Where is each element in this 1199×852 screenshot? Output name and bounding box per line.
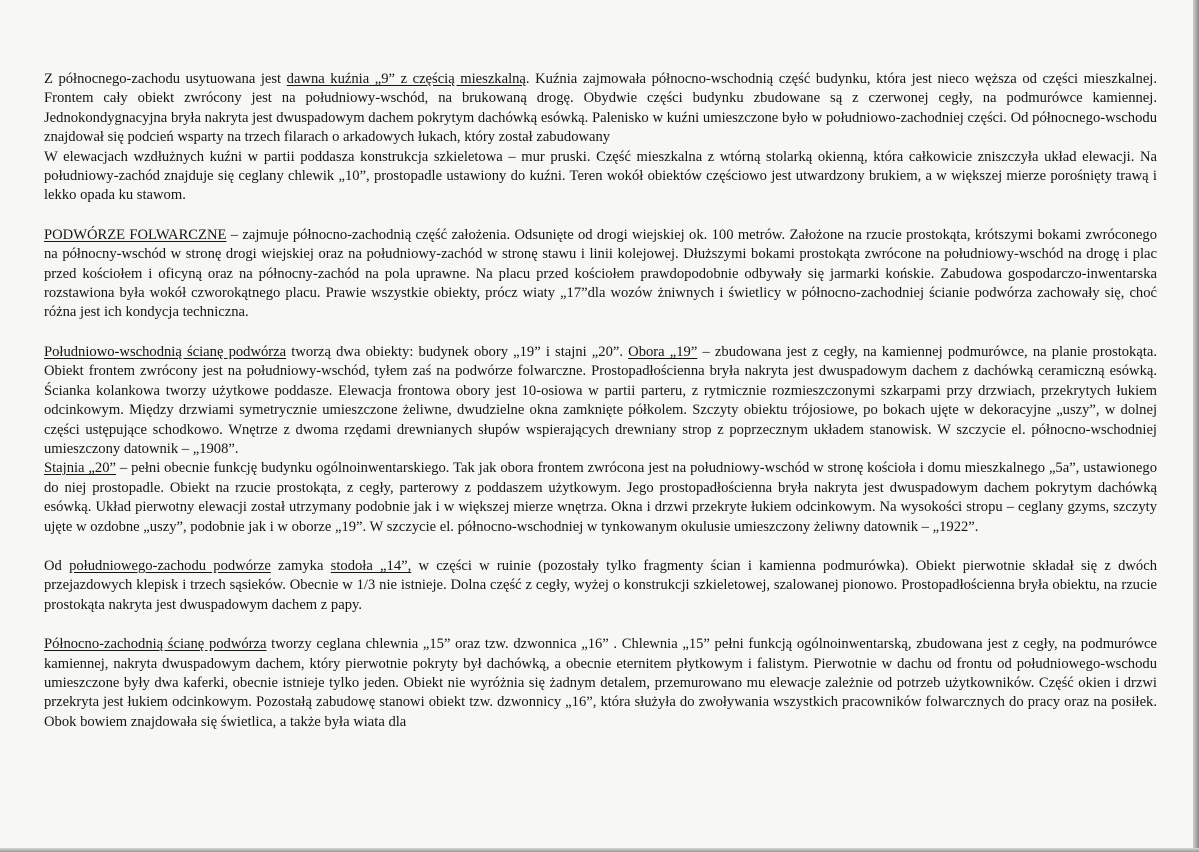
underlined-heading: PODWÓRZE FOLWARCZNE xyxy=(44,226,227,243)
underlined-heading: południowego-zachodu podwórze xyxy=(69,557,271,574)
paragraph-text: Z północnego-zachodu usytuowana jest xyxy=(44,71,287,87)
paragraph-kuznia xyxy=(44,70,1157,148)
paragraph-kuznia-cont xyxy=(44,148,1157,206)
underlined-heading: Obora „19” xyxy=(628,343,698,360)
paragraph-text: tworzą dwa obiekty: budynek obory „19” i stajni „20”. xyxy=(286,343,629,360)
underlined-heading: dawna kuźnia „9” z częścią mieszkalną xyxy=(286,71,526,87)
paragraph-chlewnia xyxy=(44,635,1157,732)
document-page xyxy=(44,70,1157,732)
paragraph-text: – zbudowana jest z cegły, na kamiennej podmurówce, na planie prostokąta. Obiekt frontem zwrócony jest na południowy-wschód, tyłem zaś na podwórze folwarczne. Prostopadłościenna bryła nakryta jest dwuspadowym dachem z dachówką ceramiczną esówką. Ścianka kolankowa tworzy użytkowe poddasze. Elewacja frontowa obory jest 10-osiowa w partii parteru, z rytmicznie rozmieszczonymi szkarpami przy drzwiach, przekrytych łukiem odcinkowym. Między drzwiami symetrycznie umieszczone żeliwne, dwudzielne okna zamknięte półkolem. Szczyty obiektu trójosiowe, po bokach ujęte w dekoracyjne „uszy”, w dolnej części ustępujące schodkowo. Wnętrze z dwoma rzędami drewnianych słupów wspierających drewniany strop z poprzecznym układem stanowisk. W szczycie el. północno-wschodniej umieszczony datownik – „1908”. xyxy=(44,343,1157,457)
paragraph-text: zamyka xyxy=(270,557,331,574)
paragraph-text: – pełni obecnie funkcję budynku ogólnoinwentarskiego. Tak jak obora frontem zwrócona jest na południowy-wschód w stronę kościoła i domu mieszkalnego „5a”, ustawionego do niej prostopadle. Obiekt na rzucie prostokąta, z cegły, parterowy z poddaszem użytkowym. Jego prostopadłościenna bryła nakryta jest dwuspadowym dachem pokrytym dachówką esówką. Układ pierwotny elewacji został utrzymany podobnie jak i w większej mierze wnętrza. Okna i drzwi przekryte łukiem odcinkowym. Na wysokości stropu – ceglany gzyms, szczyty ujęte w ozdobne „uszy”, podobnie jak i w oborze „19”. W szczycie el. północno-wschodniej w tynkowanym okulusie umieszczony żeliwny datownik – „1922”. xyxy=(44,460,1157,535)
scan-page-edge xyxy=(1193,0,1199,852)
paragraph-text: tworzy ceglana chlewnia „15” oraz tzw. dzwonnica „16” . Chlewnia „15” pełni funkcją ogólnoinwentarską, zbudowana jest z cegły, na podmurówce kamiennej, nakryta dwuspadowym dachem, który pierwotnie pokryty był dachówką, a obecnie eternitem płytkowym i falistym. Pierwotnie w dachu od frontu od południowego-wschodu umieszczone były dwa kaferki, obecnie istnieje tylko jeden. Obiekt nie wyróżnia się żadnym detalem, przemurowano mu elewacje zależnie od potrzeb użytkowników. Część okien i drzwi przekryta jest łukiem odcinkowym. Pozostałą zabudowę stanowi obiekt tzw. dzwonnicy „16”, która służyła do zwoływania wszystkich pracowników folwarcznych do pracy oraz na posiłek. Obok bowiem znajdowała się świetlica, a także była wiata dla xyxy=(44,636,1157,730)
paragraph-text: w części w ruinie (pozostały tylko fragmenty ścian i kamienna podmurówka). Obiekt pierwotnie składał się z dwóch przejazdowych klepisk i trzech sąsieków. Obecnie w 1/3 nie istnieje. Dolna część z cegły, wyżej o konstrukcji szkieletowej, szalowanej pionowo. Prostopadłościenna bryła obiektu, na rzucie prostokąta nakryta jest dwuspadowym dachem z papy. xyxy=(44,557,1157,613)
paragraph-text: – zajmuje północno-zachodnią część założenia. Odsunięte od drogi wiejskiej ok. 100 metrów. Założone na rzucie prostokąta, krótszymi bokami zwróconego na północny-wschód w stronę drogi wiejskiej oraz na południowy-zachód w stronę stawu i linii kolejowej. Dłuższymi bokami prostokąta zwrócone na południowy-wschód na drogę i plac przed kościołem i oficyną oraz na północny-zachód na pola uprawne. Na placu przed kościołem prawdopodobnie odbywały się jarmarki końskie. Zabudowa gospodarczo-inwentarska rozstawiona była wokół czworokątnego placu. Prawie wszystkie obiekty, prócz wiaty „17”dla wozów żniwnych i świetlicy w północno-zachodniej ścianie podwórza zachowały się, choć różna jest ich kondycja techniczna. xyxy=(44,226,1157,321)
paragraph-podworze xyxy=(44,226,1157,323)
paragraph-text: Od xyxy=(44,557,70,574)
paragraph-text: W elewacjach wzdłużnych kuźni w partii poddasza konstrukcja szkieletowa – mur pruski. Część mieszkalna z wtórną stolarką okienną, która całkowicie zniszczyła układ elewacji. Na południowy-zachód znajduje się ceglany chlewik „10”, prostopadle ustawiony do kuźni. Teren wokół obiektów częściowo jest utwardzony brukiem, a w większej mierze porośnięty trawą i lekko opada ku stawom. xyxy=(44,148,1157,204)
underlined-heading: Stajnia „20” xyxy=(44,460,116,477)
paragraph-text: . Kuźnia zajmowała północno-wschodnią część budynku, która jest nieco węższa od części mieszkalnej. Frontem cały obiekt zwrócony jest na południowy-wschód, na brukowaną drogę. Obydwie części budynku zbudowane są z czerwonej cegły, na podmurówce kamiennej. Jednokondygnacyjna bryła nakryta jest dwuspadowym dachem pokrytym dachówką esówką. Palenisko w kuźni umieszczone było w południowo-zachodniej części. Od północnego-wschodu znajdował się podcień wsparty na trzech filarach o arkadowych łukach, który został zabudowany xyxy=(44,71,1158,146)
underlined-heading: Północno-zachodnią ścianę podwórza xyxy=(44,636,267,653)
underlined-heading: stodoła „14”, xyxy=(330,557,412,574)
underlined-heading: Południowo-wschodnią ścianę podwórza xyxy=(44,343,287,360)
paragraph-obora xyxy=(44,343,1157,459)
paragraph-stodola xyxy=(44,557,1157,615)
scan-page-edge-bottom xyxy=(0,848,1199,852)
paragraph-stajnia xyxy=(44,459,1157,537)
